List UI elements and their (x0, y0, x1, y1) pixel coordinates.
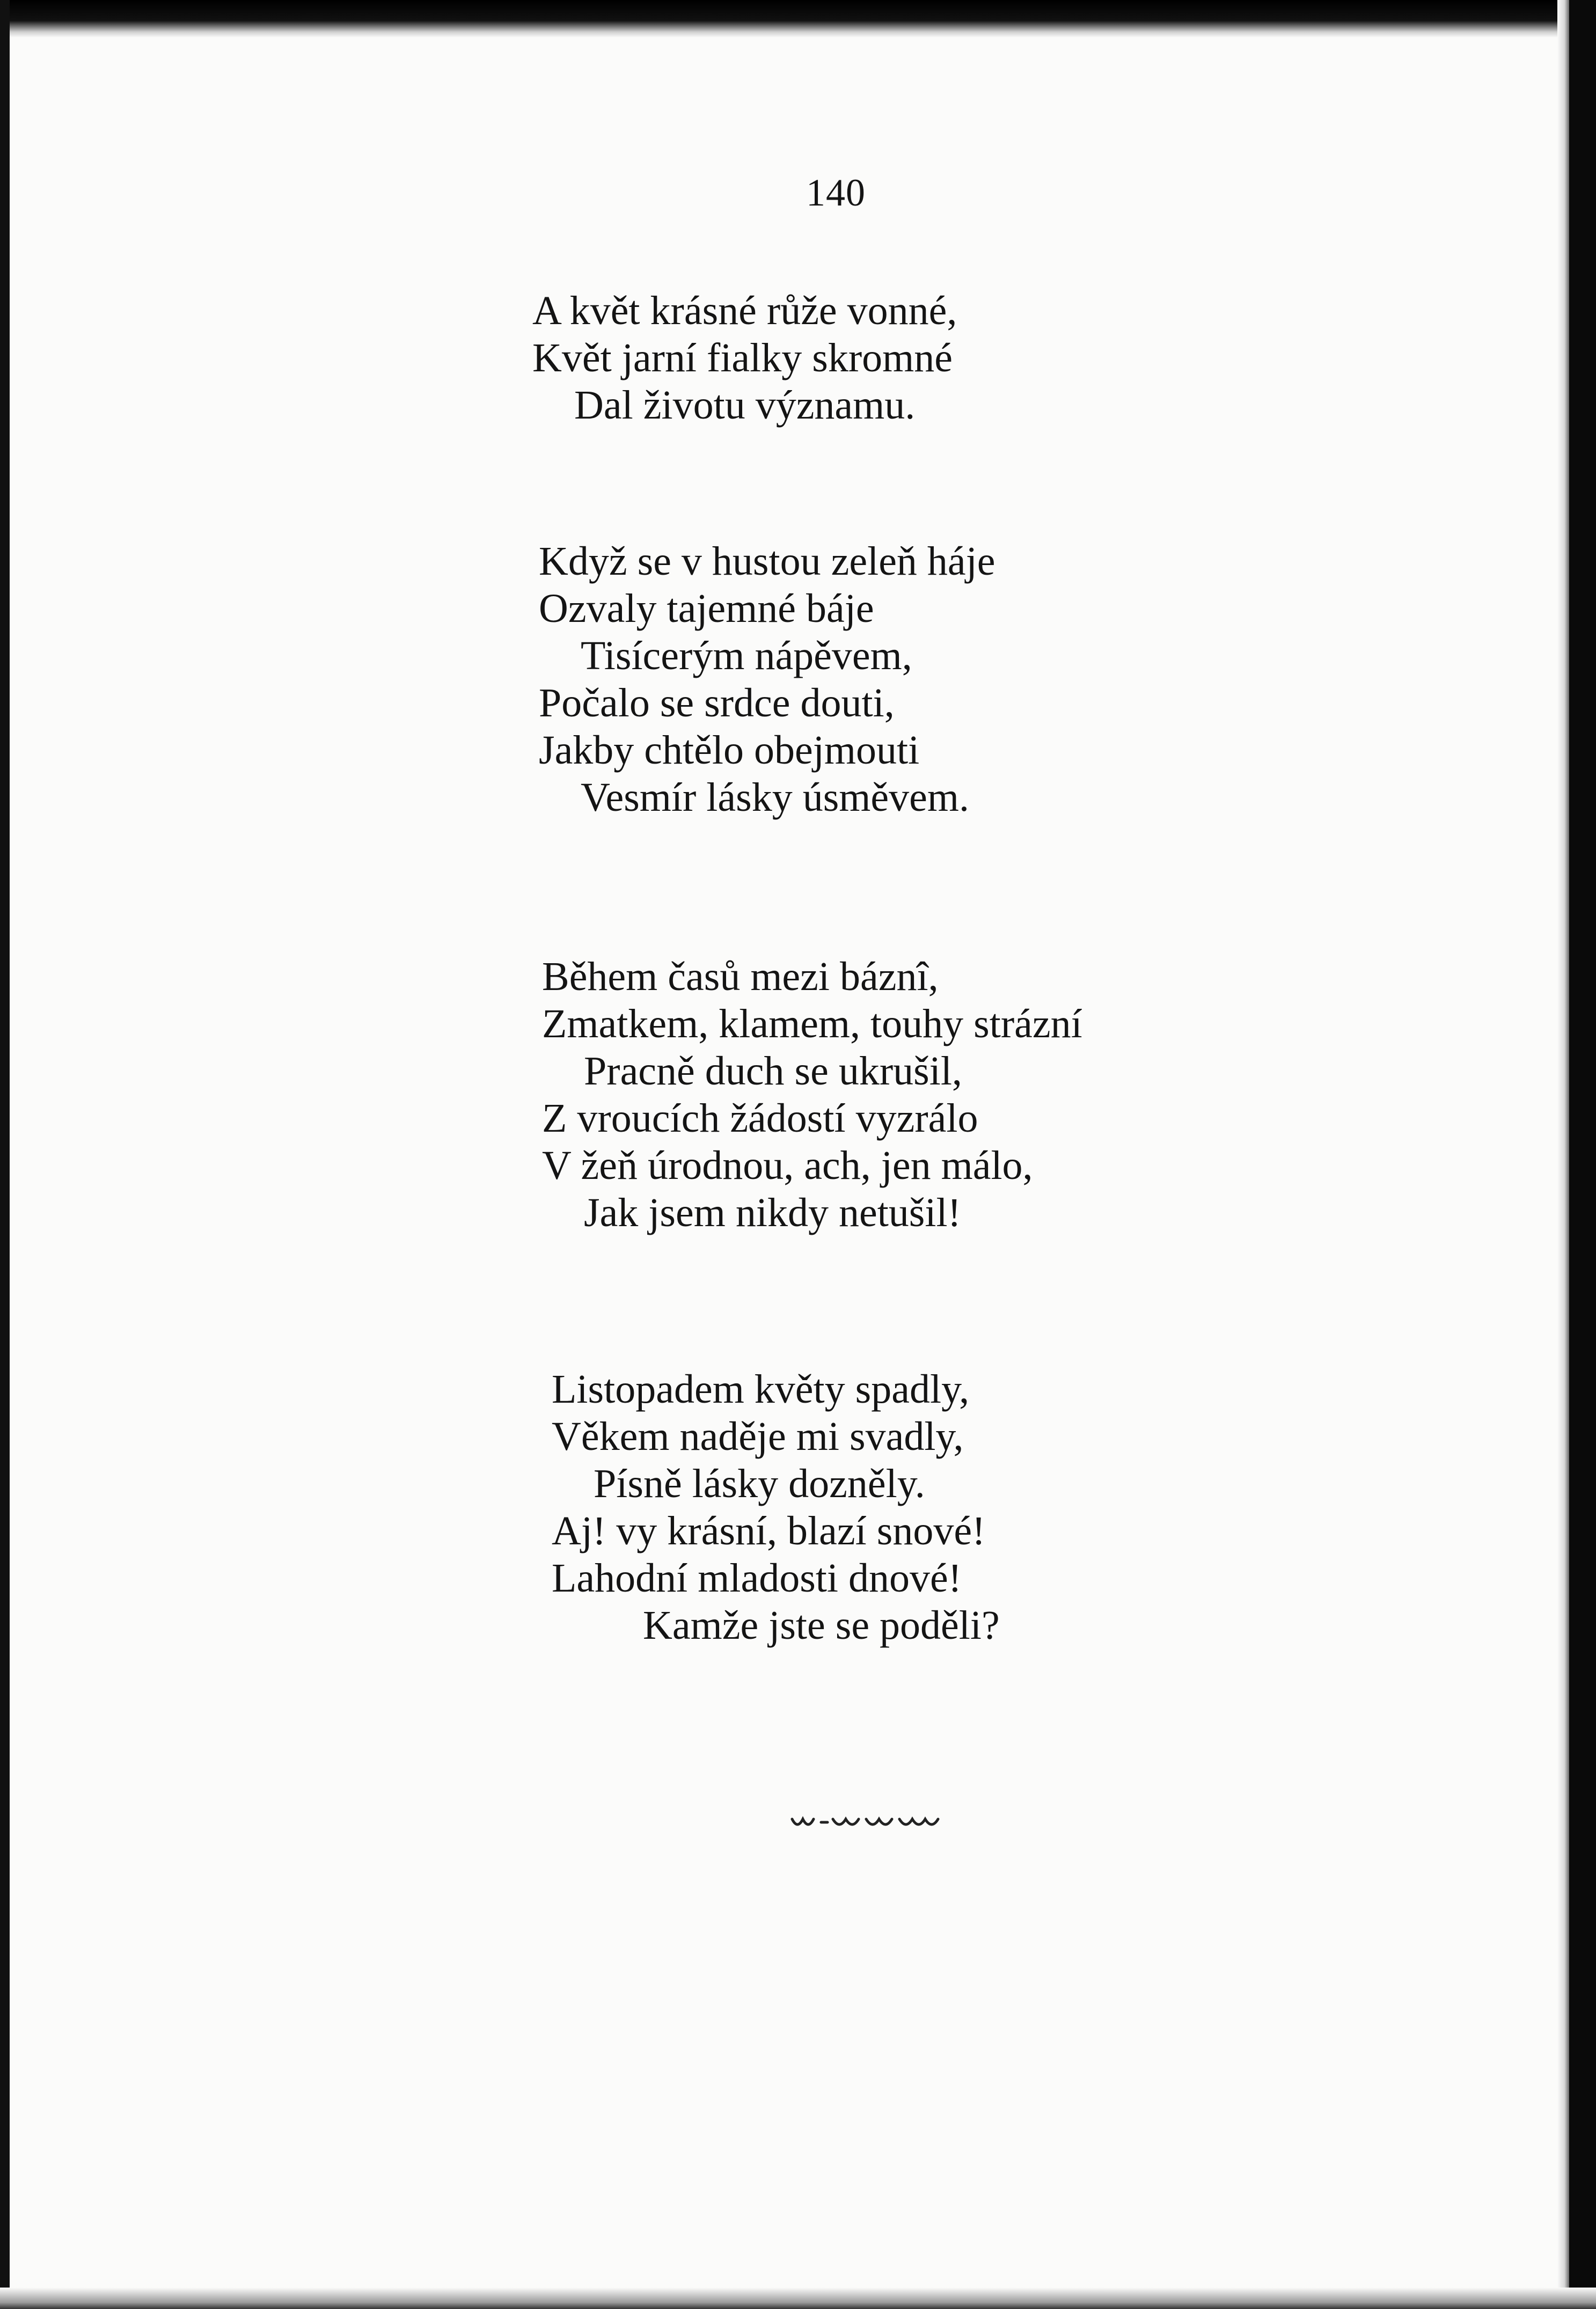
scan-edge-bottom (0, 2288, 1596, 2309)
poem-line: Věkem naděje mi svadly, (552, 1414, 964, 1459)
page-shadow-right (1557, 0, 1569, 2309)
poem-line: Ozvaly tajemné báje (539, 586, 874, 631)
poem-line: Během časů mezi báznî, (542, 954, 939, 999)
poem-line: Pracně duch se ukrušil, (584, 1049, 962, 1094)
poem-line: Z vroucích žádostí vyzrálo (542, 1096, 978, 1141)
poem-line: Květ jarní fialky skromné (532, 335, 953, 380)
poem-line: Jak jsem nikdy netušil! (584, 1190, 961, 1235)
poem-line: Když se v hustou zeleň háje (539, 539, 995, 584)
stanza-2 (539, 538, 995, 821)
poem-line: Listopadem květy spadly, (552, 1367, 970, 1412)
poem-line: Lahodní mladosti dnové! (552, 1556, 962, 1601)
poem-line: V žeň úrodnou, ach, jen málo, (542, 1143, 1033, 1188)
poem-line: Dal životu významu. (574, 383, 916, 428)
poem-line: Kamže jste se poděli? (643, 1603, 1000, 1648)
poem-line: Počalo se srdce douti, (539, 680, 895, 725)
stanza-1 (532, 287, 957, 429)
stanza-3 (542, 953, 1082, 1236)
poem-line: Písně lásky dozněly. (594, 1461, 925, 1506)
scan-edge-right (1569, 0, 1596, 2309)
poem-line: Jakby chtělo obejmouti (539, 728, 920, 773)
poem-line: Tisícerým nápěvem, (581, 633, 912, 678)
poem-line: Vesmír lásky úsměvem. (581, 775, 970, 820)
wavy-line-ornament-icon (790, 1812, 951, 1833)
poem-line: A květ krásné růže vonné, (532, 288, 957, 333)
page-number: 140 (806, 171, 866, 214)
scan-edge-left (0, 0, 10, 2309)
scan-edge-top (0, 0, 1596, 38)
stanza-4 (552, 1366, 1000, 1649)
poem-line: Zmatkem, klamem, touhy strázní (542, 1001, 1082, 1046)
poem-line: Aj! vy krásní, blazí snové! (552, 1508, 986, 1553)
